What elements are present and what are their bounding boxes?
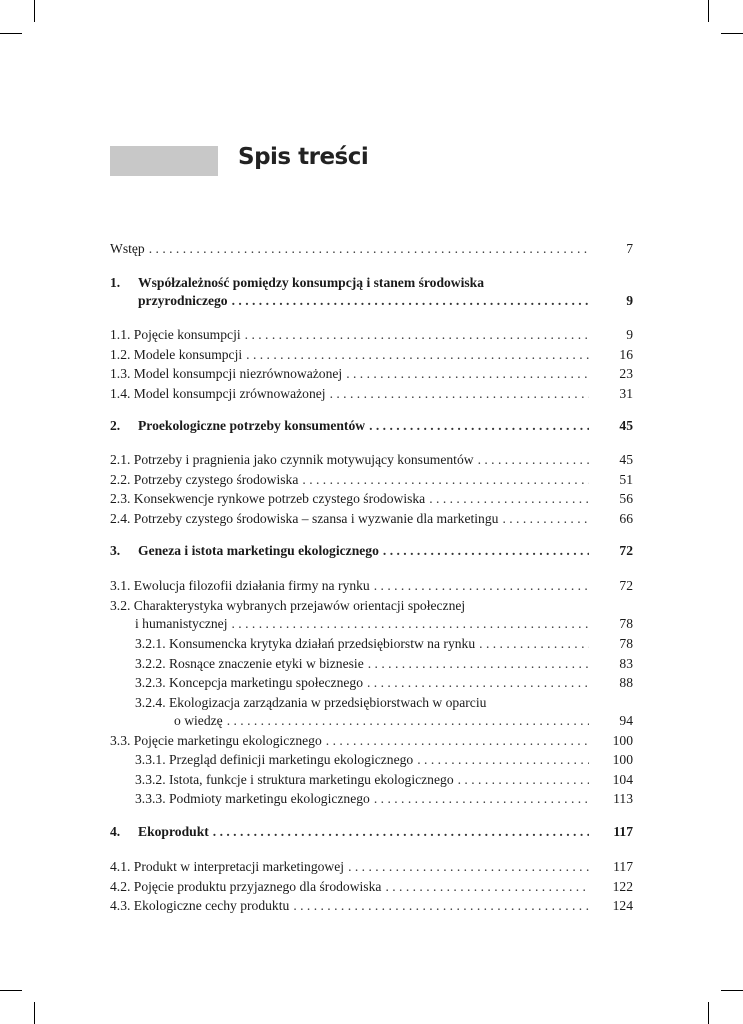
toc-entry-2-2 xyxy=(110,470,633,490)
toc-entry-label: 2.3. Konsekwencje rynkowe potrzeb czystego środowiska xyxy=(110,489,429,509)
toc-entry-label: 3.2.4. Ekologizacja zarządzania w przedsiębiorstwach w oparciu xyxy=(135,694,487,710)
toc-entry-3-2-cont xyxy=(110,614,633,634)
toc-entry-2-4 xyxy=(110,509,633,529)
toc-page-number: 78 xyxy=(619,636,633,651)
toc-entry-label: i humanistycznej xyxy=(135,614,232,634)
chapter-number: 4. xyxy=(110,824,121,839)
toc-page-number: 94 xyxy=(619,713,633,728)
title-decoration-bar xyxy=(110,146,218,176)
toc-chapter-1-cont xyxy=(110,291,633,311)
toc-chapter-2 xyxy=(110,416,633,436)
toc-entry-label: 4.2. Pojęcie produktu przyjaznego dla środowiska xyxy=(110,877,385,897)
toc-entry-3-2-2 xyxy=(110,654,633,674)
toc-entry-2-1 xyxy=(110,450,633,470)
toc-entry-3-3-2 xyxy=(110,770,633,790)
toc-entry-label: Ekoprodukt xyxy=(138,824,209,839)
chapter-number: 2. xyxy=(110,418,121,433)
toc-entry-1-1 xyxy=(110,325,633,345)
toc-entry-3-2-3 xyxy=(110,673,633,693)
chapter-number: 3. xyxy=(110,543,121,558)
toc-entry-label: 3.2.2. Rosnące znaczenie etyki w biznesie xyxy=(135,654,368,674)
toc-chapter-4 xyxy=(110,822,633,842)
toc-page-number: 117 xyxy=(613,859,633,874)
toc-entry-label: 3.3. Pojęcie marketingu ekologicznego xyxy=(110,731,326,751)
toc-page-number: 72 xyxy=(619,578,633,593)
toc-entry-label: Wstęp xyxy=(110,239,149,259)
toc-page-number: 45 xyxy=(619,418,633,433)
toc-entry-4-1 xyxy=(110,857,633,877)
crop-mark xyxy=(0,990,22,991)
toc-page-number: 45 xyxy=(619,452,633,467)
toc-entry-3-2-1 xyxy=(110,634,633,654)
toc-entry-wstep xyxy=(110,239,633,259)
toc-page-number: 122 xyxy=(612,878,633,894)
toc-entry-label: 3.2. Charakterystyka wybranych przejawów orientacji społecznej xyxy=(110,597,466,613)
toc-page-number: 23 xyxy=(619,366,633,381)
toc-page-number: 56 xyxy=(619,491,633,506)
toc-entry-label: 1.3. Model konsumpcji niezrównoważonej xyxy=(110,364,346,384)
toc-entry-label: 2.4. Potrzeby czystego środowiska – szansa i wyzwanie dla marketingu xyxy=(110,509,502,529)
crop-mark xyxy=(34,1002,35,1024)
toc-entry-label: 2.2. Potrzeby czystego środowiska xyxy=(110,470,302,490)
toc-page-number: 100 xyxy=(612,732,633,748)
toc-page-number: 88 xyxy=(619,675,633,690)
toc-entry-label: 1.2. Modele konsumpcji xyxy=(110,345,246,365)
toc-entry-label: 1.4. Model konsumpcji zrównoważonej xyxy=(110,384,330,404)
toc-entry-label: Geneza i istota marketingu ekologicznego xyxy=(138,543,379,558)
toc-page-number: 78 xyxy=(619,616,633,631)
crop-mark xyxy=(0,33,22,34)
toc-entry-4-3 xyxy=(110,896,633,916)
toc-page-number: 9 xyxy=(626,327,633,342)
toc-entry-label: 3.3.3. Podmioty marketingu ekologicznego xyxy=(135,789,374,809)
toc-entry-label: 3.3.1. Przegląd definicji marketingu ekologicznego xyxy=(135,750,417,770)
crop-mark xyxy=(34,0,35,22)
toc-entry-3-1 xyxy=(110,576,633,596)
toc-entry-3-2 xyxy=(110,596,633,616)
toc-entry-3-3-1 xyxy=(110,750,633,770)
crop-mark xyxy=(708,0,709,22)
toc-entry-4-2 xyxy=(110,877,633,897)
toc-entry-label: 3.2.3. Koncepcja marketingu społecznego xyxy=(135,673,367,693)
toc-page-number: 117 xyxy=(613,824,633,839)
toc-page-number: 72 xyxy=(619,543,633,558)
toc-entry-label: przyrodniczego xyxy=(138,291,232,311)
toc-chapter-1 xyxy=(110,273,633,293)
toc-entry-label: 4.1. Produkt w interpretacji marketingowej xyxy=(110,857,348,877)
toc-page-number: 7 xyxy=(626,241,633,256)
toc-page-number: 83 xyxy=(619,655,633,671)
toc-page-number: 51 xyxy=(619,471,633,487)
toc-entry-label: 3.1. Ewolucja filozofii działania firmy na rynku xyxy=(110,576,374,596)
crop-mark xyxy=(721,33,743,34)
crop-mark xyxy=(721,990,743,991)
toc-entry-1-4 xyxy=(110,384,633,404)
toc-page-number: 124 xyxy=(612,898,633,913)
toc-entry-3-2-4 xyxy=(110,693,633,713)
toc-page-number: 9 xyxy=(626,293,633,308)
toc-entry-3-3-3 xyxy=(110,789,633,809)
chapter-number: 1. xyxy=(110,275,121,290)
toc-entry-label: o wiedzę xyxy=(174,711,227,731)
toc-entry-2-3 xyxy=(110,489,633,509)
toc-page-number: 31 xyxy=(619,385,633,401)
toc-page-number: 100 xyxy=(612,752,633,767)
toc-entry-1-3 xyxy=(110,364,633,384)
toc-entry-label: 2.1. Potrzeby i pragnienia jako czynnik motywujący konsumentów xyxy=(110,450,478,470)
crop-mark xyxy=(708,1002,709,1024)
toc-entry-label: Proekologiczne potrzeby konsumentów xyxy=(138,418,366,433)
toc-entry-3-2-4-cont xyxy=(110,711,633,731)
toc-entry-label: 3.3.2. Istota, funkcje i struktura marketingu ekologicznego xyxy=(135,770,458,790)
toc-page-number: 66 xyxy=(619,510,633,526)
toc-entry-3-3 xyxy=(110,731,633,751)
page-title: Spis treści xyxy=(238,144,369,170)
toc-page-number: 104 xyxy=(612,771,633,787)
toc-entry-label: Współzależność pomiędzy konsumpcją i stanem środowiska xyxy=(138,275,485,290)
toc-entry-1-2 xyxy=(110,345,633,365)
toc-page-number: 16 xyxy=(619,346,633,362)
toc-page-number: 113 xyxy=(613,791,633,806)
toc-chapter-3 xyxy=(110,541,633,561)
toc-entry-label: 4.3. Ekologiczne cechy produktu xyxy=(110,896,293,916)
toc-entry-label: 3.2.1. Konsumencka krytyka działań przedsiębiorstw na rynku xyxy=(135,634,479,654)
toc-entry-label: 1.1. Pojęcie konsumpcji xyxy=(110,325,245,345)
